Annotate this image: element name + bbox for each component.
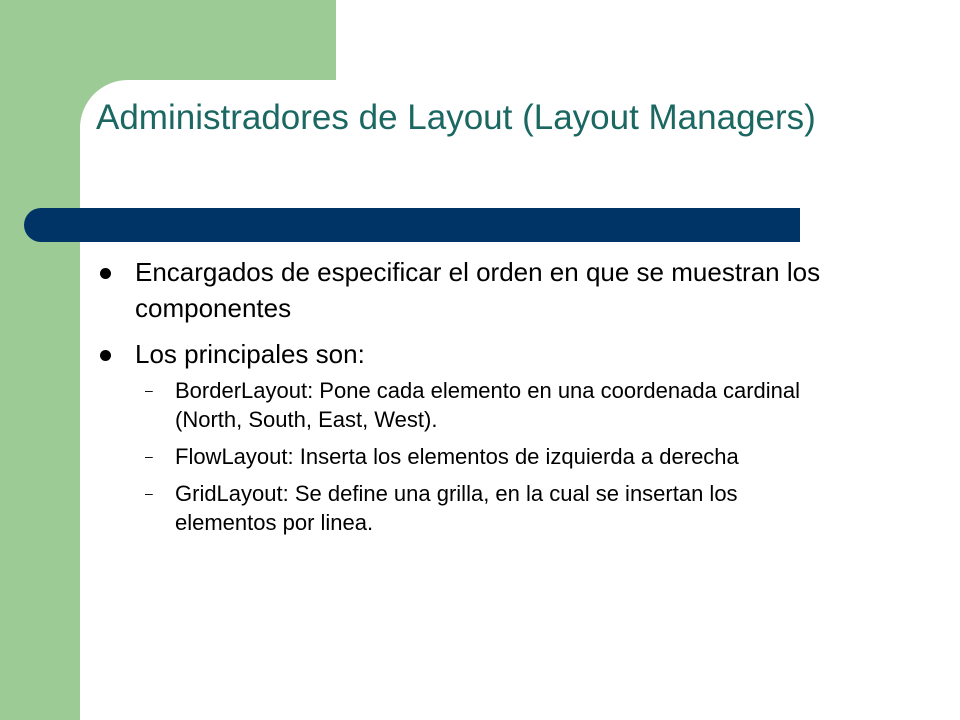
sub-bullet-text: BorderLayout: Pone cada elemento en una coordenada cardinal (North, South, East, West).	[175, 378, 801, 432]
sub-bullet-item	[100, 442, 845, 471]
bullet-dot-icon	[100, 350, 111, 361]
sub-bullet-text: GridLayout: Se define una grilla, en la cual se insertan los elementos por linea.	[175, 481, 738, 535]
sub-bullet-item	[100, 376, 845, 434]
bullet-dot-icon	[100, 268, 111, 279]
dash-icon: –	[145, 448, 153, 464]
slide-title: Administradores de Layout (Layout Managers)	[96, 98, 816, 137]
title-underline-bar	[24, 208, 800, 242]
dash-icon: –	[145, 485, 153, 501]
bullet-text: Encargados de especificar el orden en que se muestran los componentes	[135, 257, 821, 323]
dash-icon: –	[145, 382, 153, 398]
bullet-item	[100, 254, 880, 326]
bullet-list	[100, 254, 880, 547]
sub-bullet-text: FlowLayout: Inserta los elementos de izquierda a derecha	[175, 444, 739, 469]
sub-bullet-list	[100, 376, 845, 537]
bullet-text: Los principales son:	[135, 339, 365, 369]
bullet-item	[100, 336, 880, 537]
sub-bullet-item	[100, 479, 845, 537]
